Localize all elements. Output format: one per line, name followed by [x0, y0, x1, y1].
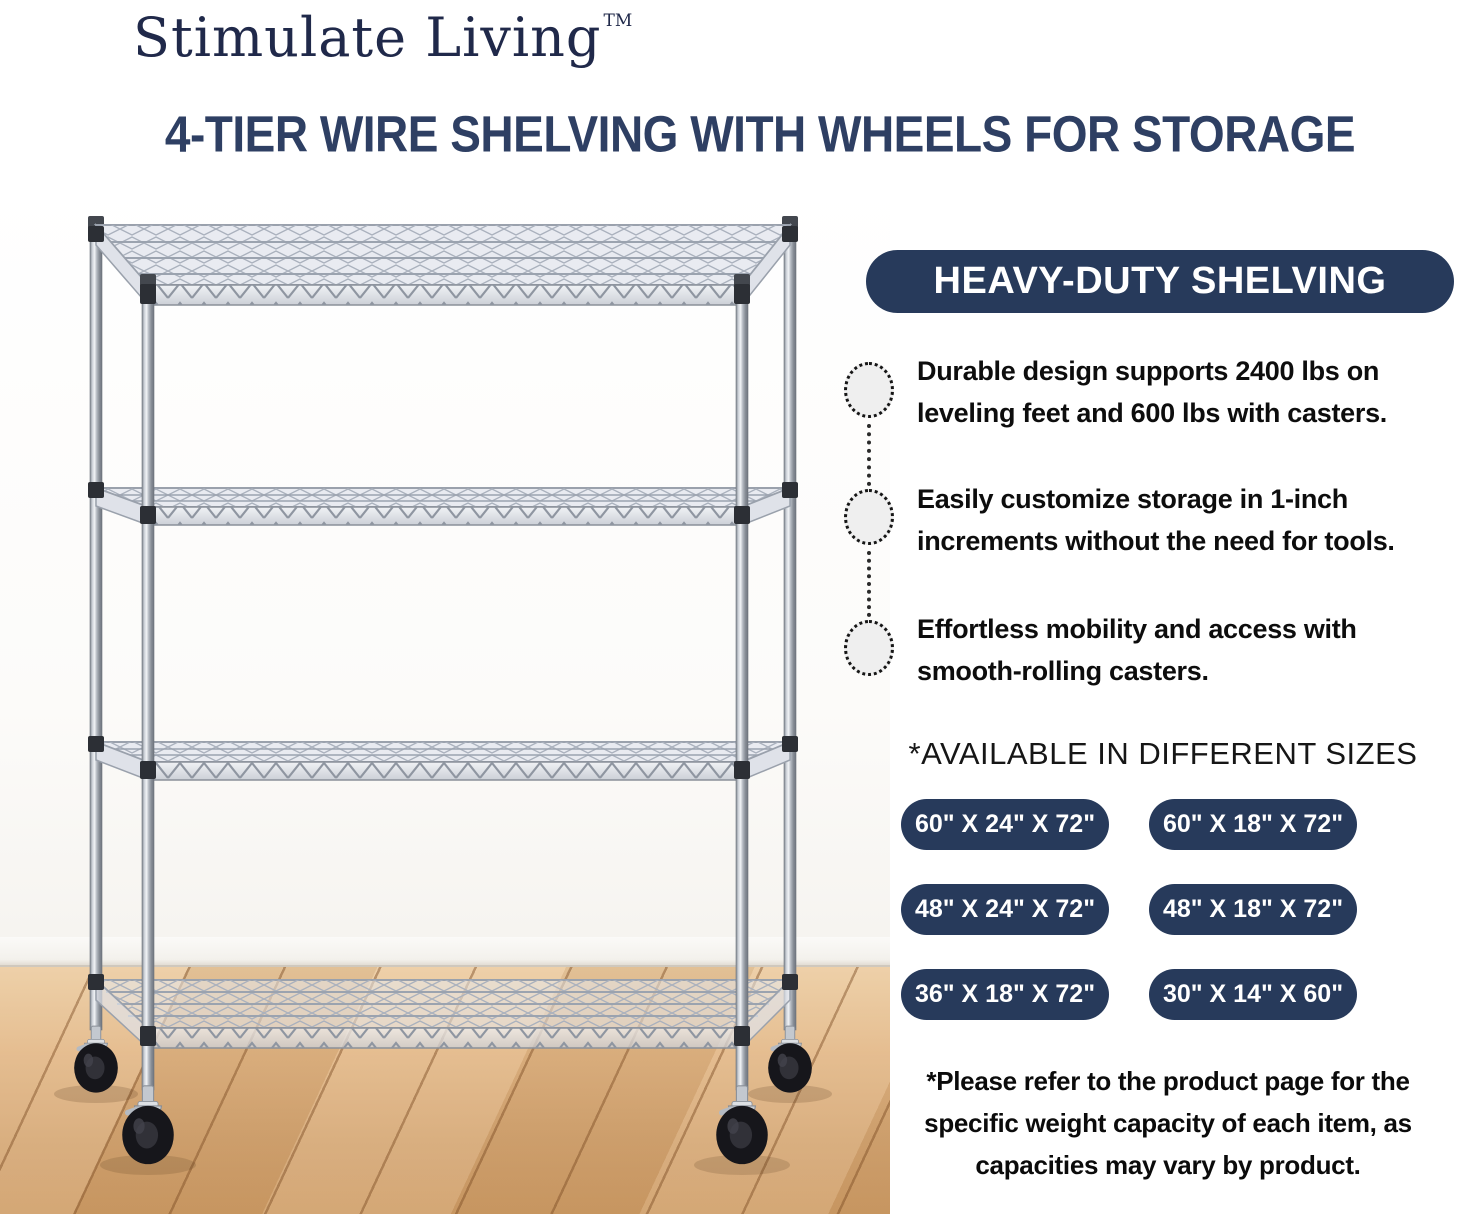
- feature-line: increments without the need for tools.: [917, 526, 1395, 556]
- size-pill-36x18x72: 36" X 18" X 72": [901, 969, 1109, 1020]
- dotted-connector: [867, 551, 871, 617]
- shelf-collars-front: [140, 284, 750, 1046]
- disclaimer-line: *Please refer to the product page for the: [926, 1066, 1410, 1096]
- feature-bullet-icon: [844, 362, 894, 418]
- feature-durability: [917, 350, 1462, 434]
- brand-logo: [133, 6, 632, 69]
- feature-line: smooth-rolling casters.: [917, 656, 1209, 686]
- size-options-grid: [901, 799, 1357, 1020]
- shelf-tier-1: [96, 225, 790, 305]
- product-photo: [0, 180, 890, 1214]
- disclaimer-line: capacities may vary by product.: [975, 1150, 1361, 1180]
- size-pill-60x18x72: 60" X 18" X 72": [1149, 799, 1357, 850]
- shelf-collars-back: [88, 226, 798, 990]
- size-pill-48x24x72: 48" X 24" X 72": [901, 884, 1109, 935]
- shelf-tier-3: [96, 742, 790, 780]
- page-title: 4-TIER WIRE SHELVING WITH WHEELS FOR STORAGE: [164, 105, 1356, 163]
- available-sizes-label: *AVAILABLE IN DIFFERENT SIZES: [908, 736, 1418, 771]
- front-posts: [140, 274, 750, 1090]
- feature-line: leveling feet and 600 lbs with casters.: [917, 398, 1387, 428]
- caster-back-right: [768, 1026, 812, 1093]
- feature-adjustability: [917, 478, 1462, 562]
- dotted-connector: [867, 424, 871, 486]
- feature-mobility: [917, 608, 1462, 692]
- size-pill-60x24x72: 60" X 24" X 72": [901, 799, 1109, 850]
- shelving-unit-graphic: [0, 180, 890, 1214]
- feature-bullet-icon: [844, 620, 894, 676]
- size-pill-30x14x60: 30" X 14" X 60": [1149, 969, 1357, 1020]
- disclaimer-line: specific weight capacity of each item, as: [924, 1108, 1412, 1138]
- size-pill-48x18x72: 48" X 18" X 72": [1149, 884, 1357, 935]
- caster-back-left: [74, 1026, 118, 1093]
- shelf-tier-4: [96, 980, 790, 1048]
- back-posts: [88, 216, 798, 1030]
- brand-name: Stimulate Living: [133, 6, 602, 69]
- feature-line: Durable design supports 2400 lbs on: [917, 356, 1380, 386]
- feature-bullet-icon: [844, 489, 894, 545]
- capacity-disclaimer: [885, 1060, 1451, 1186]
- trademark-symbol: TM: [603, 11, 633, 31]
- heavy-duty-badge: HEAVY-DUTY SHELVING: [866, 250, 1454, 313]
- shelf-tier-2: [96, 488, 790, 525]
- feature-line: Effortless mobility and access with: [917, 614, 1357, 644]
- feature-line: Easily customize storage in 1-inch: [917, 484, 1348, 514]
